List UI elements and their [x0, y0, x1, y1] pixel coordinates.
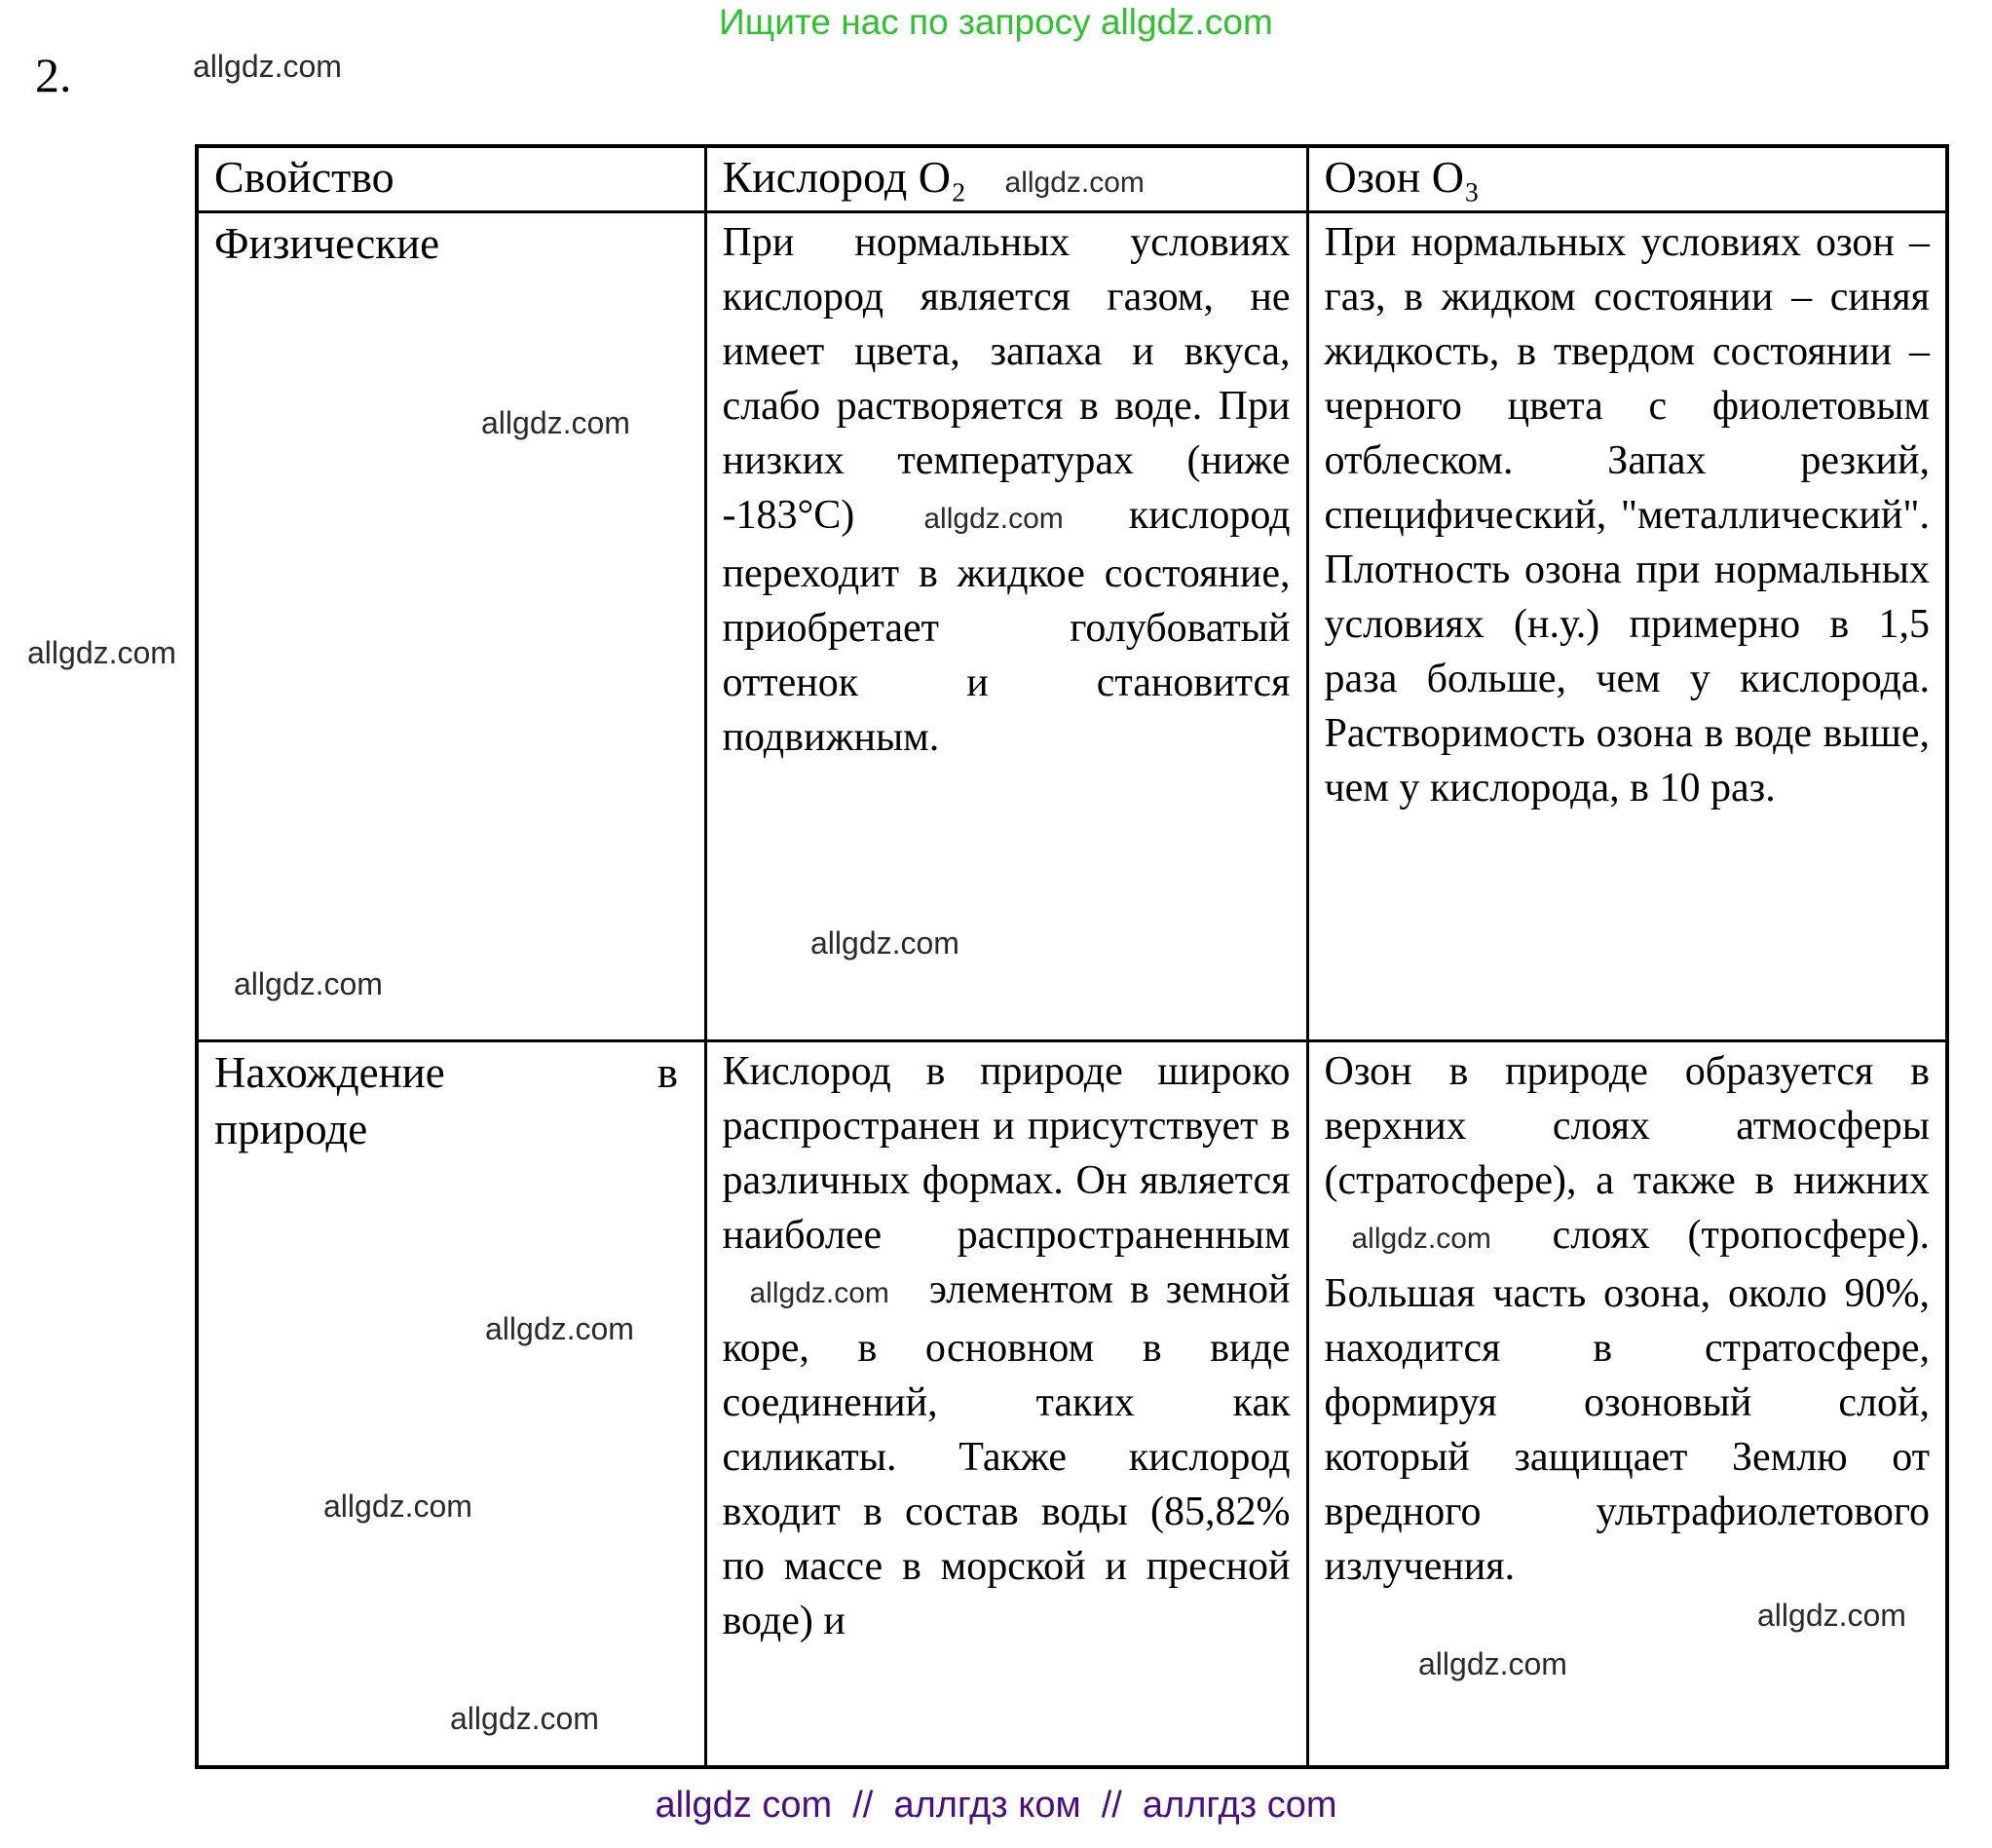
oxygen-occurrence-text-2: элементом в земной коре, в основном в виде соединений, таких как силикаты. Также кислород входит в состав воды (85,82% по массе в морской и пресной воде) и — [722, 1267, 1291, 1643]
watermark: allgdz.com — [1757, 1598, 1906, 1633]
watermark: allgdz.com — [27, 635, 176, 670]
watermark: allgdz.com — [234, 966, 383, 1001]
site-banner: Ищите нас по запросу allgdz.com — [719, 2, 1273, 42]
watermark: allgdz.com — [1418, 1646, 1567, 1681]
watermark: allgdz.com — [749, 1277, 889, 1309]
watermark: allgdz.com — [485, 1311, 634, 1346]
item-number: 2. — [35, 48, 72, 102]
cell-oxygen-physical — [705, 212, 1307, 1041]
watermark: allgdz.com — [1351, 1223, 1491, 1255]
column-header-ozone: Озон O₃ — [1324, 152, 1480, 202]
oxygen-physical-text-1: При нормальных условиях кислород является газом, не имеет цвета, запаха и вкуса, слабо растворяется в воде. При низких температурах (ниже -183°C) — [722, 220, 1291, 538]
cell-oxygen-occurrence — [705, 1041, 1307, 1768]
cell-property-occurrence — [197, 1041, 705, 1768]
header-cell-oxygen — [705, 146, 1307, 212]
cell-ozone-physical — [1307, 212, 1947, 1041]
column-header-property: Свойство — [214, 152, 395, 202]
ozone-occurrence-text-1: Озон в природе образуется в верхних слоях атмосферы (стратосфере), а также в нижних — [1324, 1049, 1930, 1203]
watermark: allgdz.com — [481, 405, 630, 440]
cell-ozone-occurrence — [1307, 1041, 1947, 1768]
watermark: allgdz.com — [810, 925, 959, 961]
oxygen-occurrence-text-1: Кислород в природе широко распространен и присутствует в различных формах. Он является наиболее распространенным — [722, 1049, 1291, 1258]
ozone-physical-text: При нормальных условиях озон – газ, в жидком состоянии – синяя жидкость, в твердом состоянии – черного цвета с фиолетовым отблеском. Запах резкий, специфический, "металлический". Плотность озона при нормальных условиях (н.у.) примерно в 1,5 раза больше, чем у кислорода. Растворимость озона в воде выше, чем у кислорода, в 10 раз. — [1324, 220, 1930, 811]
footer-text: allgdz com // аллгдз ком // аллгдз com — [655, 1785, 1337, 1826]
watermark: allgdz.com — [323, 1489, 472, 1524]
header-cell-ozone — [1307, 146, 1947, 212]
comparison-table — [195, 144, 1949, 1769]
watermark: allgdz.com — [450, 1701, 599, 1736]
header-cell-property — [197, 146, 705, 212]
watermark: allgdz.com — [923, 503, 1064, 535]
cell-property-physical — [197, 212, 705, 1041]
property-label: Нахождение в природе — [214, 1048, 678, 1153]
ozone-occurrence-text-2: слоях (тропосфере). Большая часть озона, около 90%, находится в стратосфере, формируя озоновый слой, который защищает Землю от вредного ультрафиолетового излучения. — [1324, 1213, 1930, 1589]
table-header-row — [197, 146, 1947, 212]
table-row-occurrence-in-nature — [197, 1041, 1947, 1768]
oxygen-physical-text-2: кислород переходит в жидкое состояние, приобретает голубоватый оттенок и становится подвижным. — [722, 493, 1291, 760]
column-header-oxygen: Кислород O₂ — [722, 152, 967, 202]
table-row-physical-properties — [197, 212, 1947, 1041]
property-label: Физические — [214, 219, 440, 268]
watermark: allgdz.com — [193, 49, 342, 84]
watermark: allgdz.com — [1004, 167, 1145, 199]
